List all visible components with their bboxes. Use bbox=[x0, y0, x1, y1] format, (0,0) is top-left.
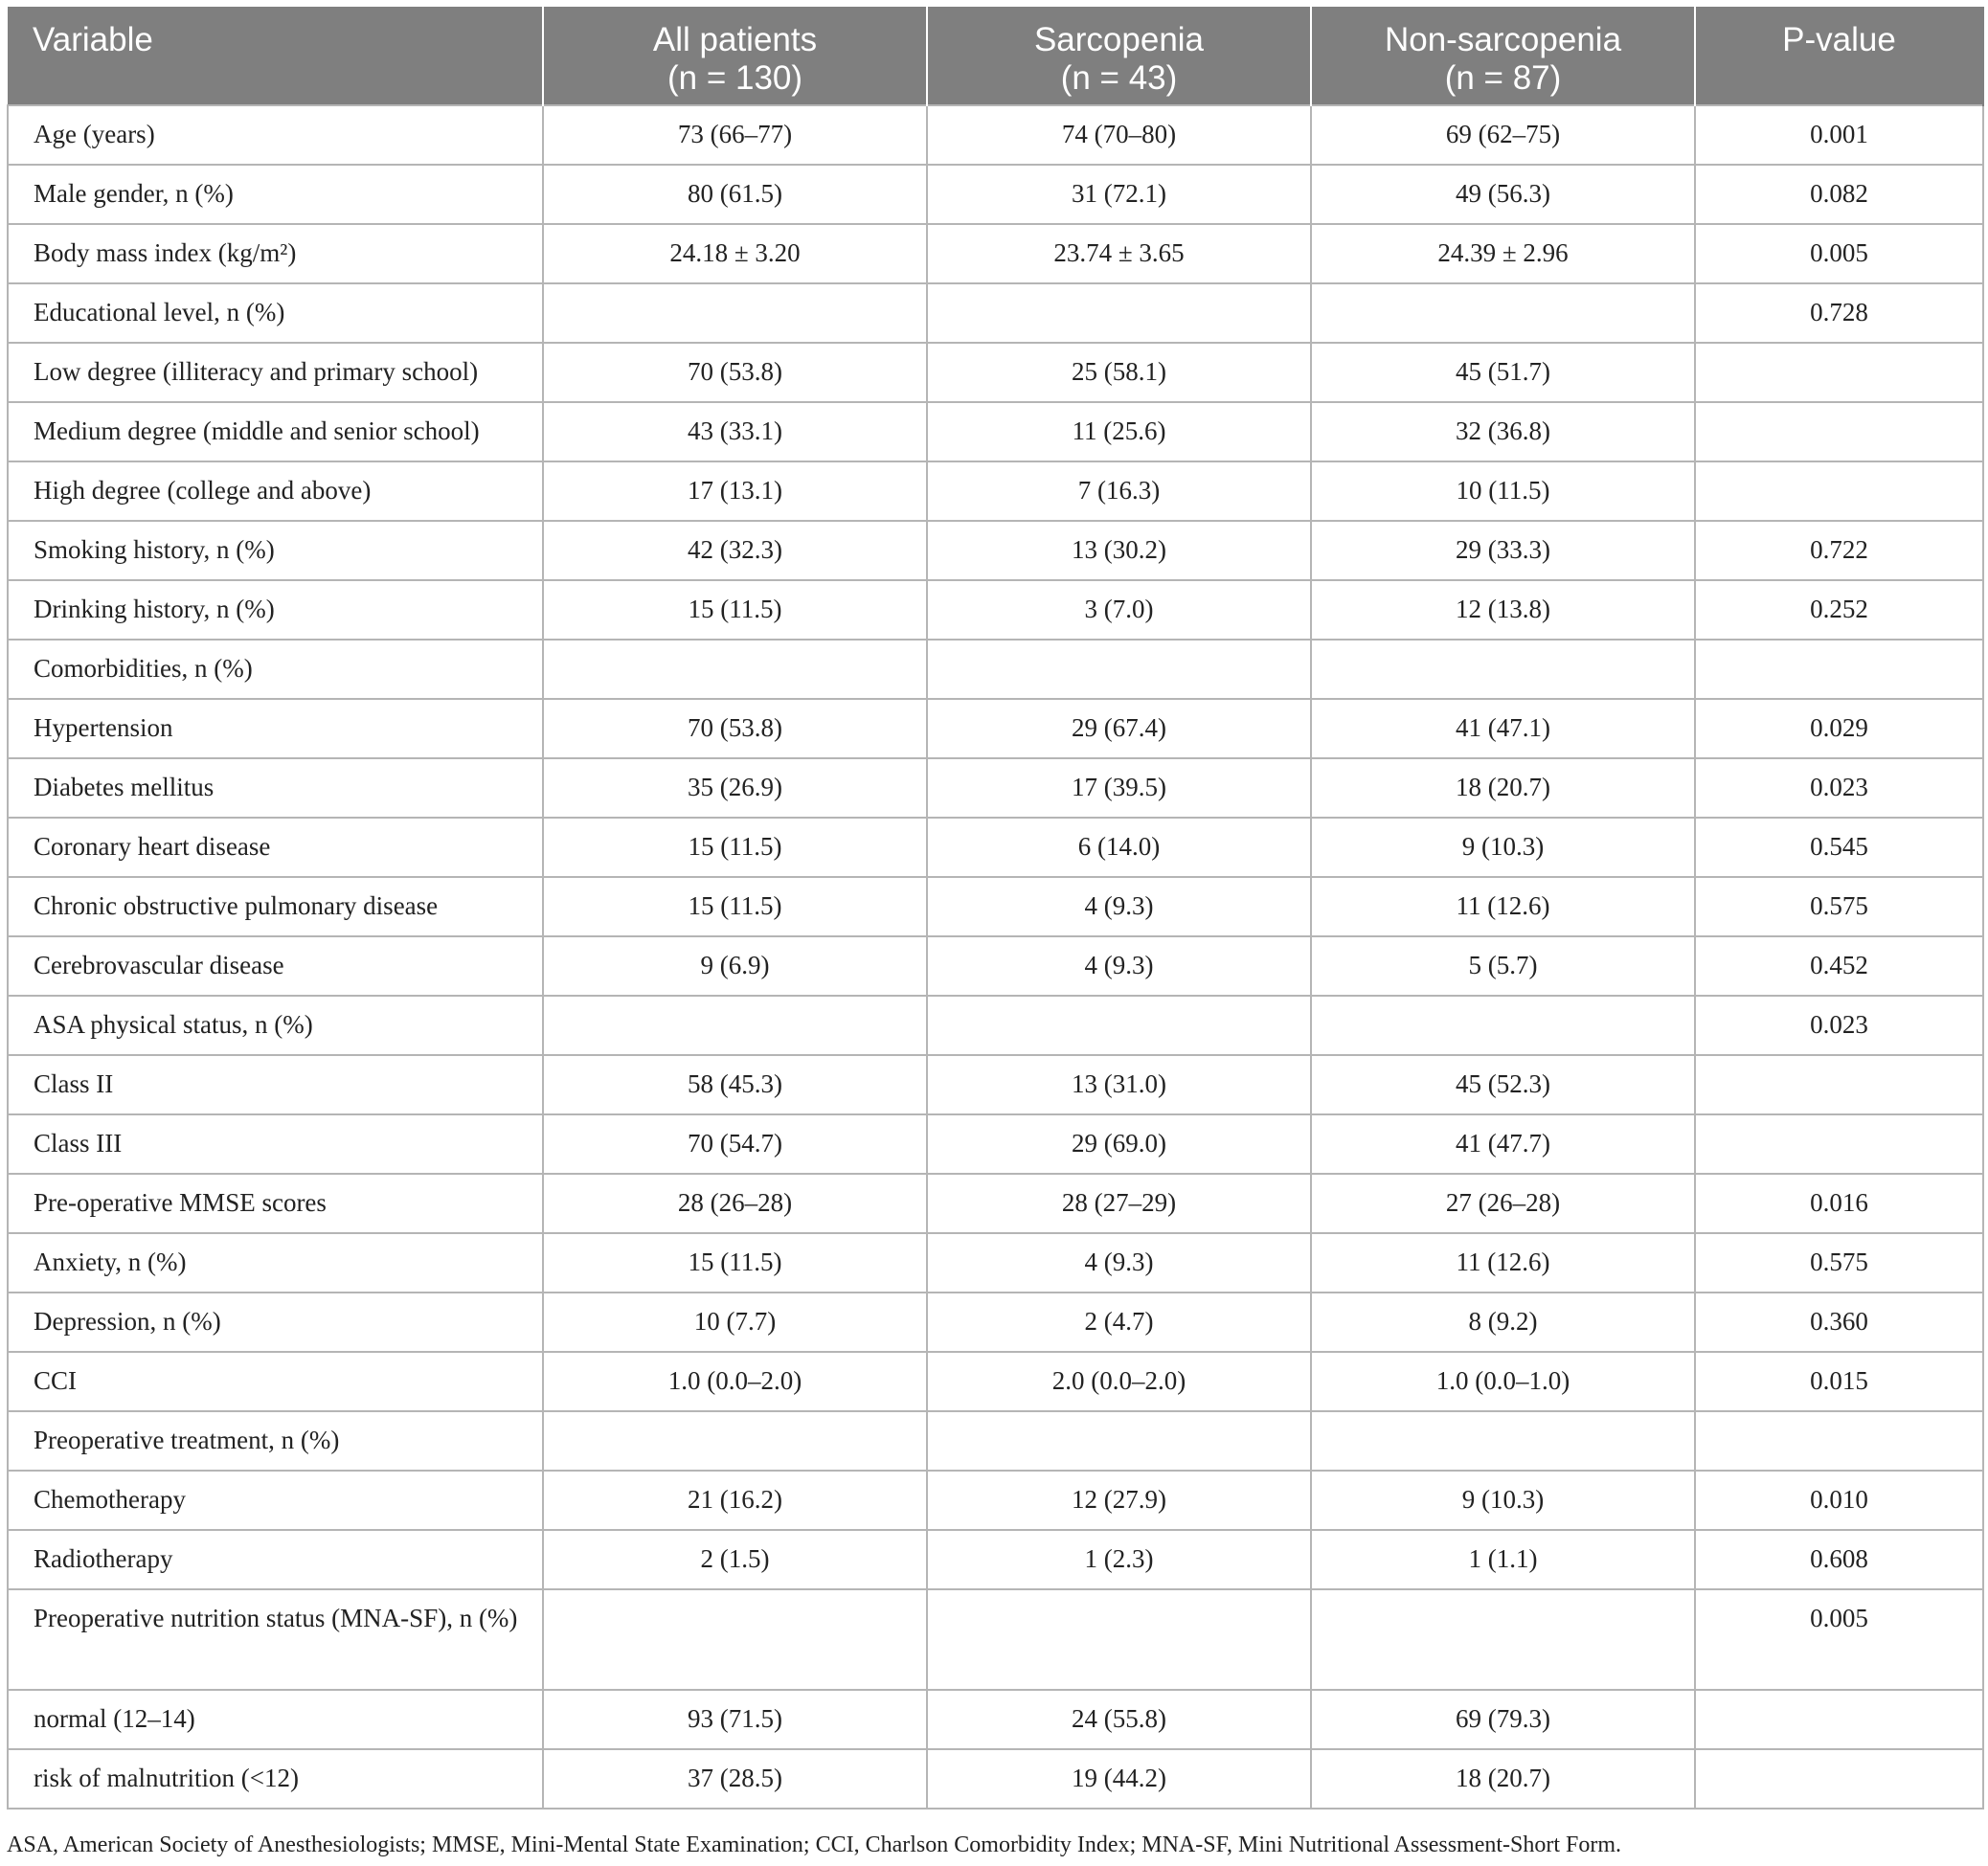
header-all-patients-line2: (n = 130) bbox=[666, 59, 803, 97]
cell-variable: normal (12–14) bbox=[8, 1690, 543, 1749]
cell-sarcopenia: 25 (58.1) bbox=[927, 343, 1311, 402]
cell-non-sarcopenia: 69 (62–75) bbox=[1311, 105, 1695, 165]
cell-p-value bbox=[1695, 1690, 1983, 1749]
cell-all-patients: 15 (11.5) bbox=[543, 1233, 927, 1293]
cell-sarcopenia: 23.74 ± 3.65 bbox=[927, 224, 1311, 283]
cell-p-value bbox=[1695, 1114, 1983, 1174]
cell-sarcopenia: 7 (16.3) bbox=[927, 461, 1311, 521]
cell-p-value: 0.728 bbox=[1695, 283, 1983, 343]
cell-variable: risk of malnutrition (<12) bbox=[8, 1749, 543, 1809]
cell-sarcopenia bbox=[927, 996, 1311, 1055]
table-row bbox=[8, 1411, 1983, 1471]
cell-all-patients: 21 (16.2) bbox=[543, 1471, 927, 1530]
table-row bbox=[8, 936, 1983, 996]
cell-p-value: 0.575 bbox=[1695, 1233, 1983, 1293]
cell-p-value bbox=[1695, 1055, 1983, 1114]
cell-non-sarcopenia: 49 (56.3) bbox=[1311, 165, 1695, 224]
cell-sarcopenia: 2.0 (0.0–2.0) bbox=[927, 1352, 1311, 1411]
cell-p-value bbox=[1695, 402, 1983, 461]
cell-sarcopenia: 19 (44.2) bbox=[927, 1749, 1311, 1809]
table-row bbox=[8, 1589, 1983, 1690]
cell-p-value: 0.722 bbox=[1695, 521, 1983, 580]
cell-all-patients: 37 (28.5) bbox=[543, 1749, 927, 1809]
cell-sarcopenia: 74 (70–80) bbox=[927, 105, 1311, 165]
cell-variable: Male gender, n (%) bbox=[8, 165, 543, 224]
cell-all-patients bbox=[543, 640, 927, 699]
cell-variable: Smoking history, n (%) bbox=[8, 521, 543, 580]
cell-variable: Anxiety, n (%) bbox=[8, 1233, 543, 1293]
cell-variable: Radiotherapy bbox=[8, 1530, 543, 1589]
table-row bbox=[8, 224, 1983, 283]
cell-all-patients: 58 (45.3) bbox=[543, 1055, 927, 1114]
cell-p-value: 0.029 bbox=[1695, 699, 1983, 758]
cell-sarcopenia: 13 (31.0) bbox=[927, 1055, 1311, 1114]
cell-variable: Depression, n (%) bbox=[8, 1293, 543, 1352]
table-row bbox=[8, 758, 1983, 818]
cell-all-patients: 2 (1.5) bbox=[543, 1530, 927, 1589]
table-row bbox=[8, 1471, 1983, 1530]
cell-sarcopenia bbox=[927, 1411, 1311, 1471]
cell-variable: Class II bbox=[8, 1055, 543, 1114]
header-sarcopenia bbox=[927, 8, 1311, 105]
cell-p-value: 0.016 bbox=[1695, 1174, 1983, 1233]
cell-sarcopenia: 4 (9.3) bbox=[927, 936, 1311, 996]
table-container bbox=[7, 7, 1982, 1810]
table-row bbox=[8, 877, 1983, 936]
cell-p-value bbox=[1695, 1749, 1983, 1809]
cell-all-patients: 43 (33.1) bbox=[543, 402, 927, 461]
cell-non-sarcopenia: 5 (5.7) bbox=[1311, 936, 1695, 996]
cell-all-patients: 9 (6.9) bbox=[543, 936, 927, 996]
table-footnote: ASA, American Society of Anesthesiologists; MMSE, Mini-Mental State Examination; CCI, Charlson Comorbidity Index; MNA-SF, Mini Nutritional Assessment-Short Form. bbox=[7, 1832, 1622, 1857]
cell-p-value: 0.545 bbox=[1695, 818, 1983, 877]
cell-sarcopenia: 2 (4.7) bbox=[927, 1293, 1311, 1352]
header-p-value bbox=[1695, 8, 1983, 105]
header-p-value-line1: P-value bbox=[1782, 21, 1896, 58]
cell-non-sarcopenia: 27 (26–28) bbox=[1311, 1174, 1695, 1233]
table-row bbox=[8, 996, 1983, 1055]
cell-variable: Hypertension bbox=[8, 699, 543, 758]
cell-sarcopenia bbox=[927, 640, 1311, 699]
table-row bbox=[8, 1749, 1983, 1809]
cell-variable: Diabetes mellitus bbox=[8, 758, 543, 818]
cell-variable: Chronic obstructive pulmonary disease bbox=[8, 877, 543, 936]
cell-p-value: 0.608 bbox=[1695, 1530, 1983, 1589]
cell-non-sarcopenia: 18 (20.7) bbox=[1311, 758, 1695, 818]
cell-all-patients: 15 (11.5) bbox=[543, 580, 927, 640]
cell-variable: Drinking history, n (%) bbox=[8, 580, 543, 640]
cell-sarcopenia: 11 (25.6) bbox=[927, 402, 1311, 461]
table-row bbox=[8, 1352, 1983, 1411]
header-sarcopenia-line2: (n = 43) bbox=[1060, 59, 1178, 97]
cell-non-sarcopenia: 41 (47.7) bbox=[1311, 1114, 1695, 1174]
cell-p-value bbox=[1695, 1411, 1983, 1471]
cell-all-patients bbox=[543, 283, 927, 343]
cell-non-sarcopenia: 45 (51.7) bbox=[1311, 343, 1695, 402]
cell-sarcopenia: 3 (7.0) bbox=[927, 580, 1311, 640]
table-row bbox=[8, 1055, 1983, 1114]
table-row bbox=[8, 165, 1983, 224]
table-row bbox=[8, 1690, 1983, 1749]
cell-all-patients: 28 (26–28) bbox=[543, 1174, 927, 1233]
cell-all-patients: 80 (61.5) bbox=[543, 165, 927, 224]
cell-sarcopenia: 24 (55.8) bbox=[927, 1690, 1311, 1749]
cell-non-sarcopenia bbox=[1311, 996, 1695, 1055]
cell-variable: Cerebrovascular disease bbox=[8, 936, 543, 996]
cell-variable: Age (years) bbox=[8, 105, 543, 165]
table-row bbox=[8, 818, 1983, 877]
cell-non-sarcopenia: 10 (11.5) bbox=[1311, 461, 1695, 521]
cell-variable: High degree (college and above) bbox=[8, 461, 543, 521]
baseline-characteristics-table bbox=[7, 7, 1984, 1810]
cell-sarcopenia: 12 (27.9) bbox=[927, 1471, 1311, 1530]
cell-p-value: 0.005 bbox=[1695, 224, 1983, 283]
header-non-sarcopenia-line1: Non-sarcopenia bbox=[1384, 21, 1622, 58]
table-row bbox=[8, 1530, 1983, 1589]
cell-variable: Chemotherapy bbox=[8, 1471, 543, 1530]
cell-non-sarcopenia: 41 (47.1) bbox=[1311, 699, 1695, 758]
cell-sarcopenia: 1 (2.3) bbox=[927, 1530, 1311, 1589]
cell-sarcopenia: 31 (72.1) bbox=[927, 165, 1311, 224]
table-row bbox=[8, 402, 1983, 461]
cell-p-value bbox=[1695, 461, 1983, 521]
cell-variable: Preoperative treatment, n (%) bbox=[8, 1411, 543, 1471]
cell-p-value: 0.360 bbox=[1695, 1293, 1983, 1352]
cell-p-value: 0.005 bbox=[1695, 1589, 1983, 1690]
cell-all-patients: 35 (26.9) bbox=[543, 758, 927, 818]
table-header bbox=[8, 8, 1983, 105]
cell-sarcopenia: 4 (9.3) bbox=[927, 877, 1311, 936]
cell-variable: Pre-operative MMSE scores bbox=[8, 1174, 543, 1233]
table-row bbox=[8, 1233, 1983, 1293]
cell-all-patients bbox=[543, 1411, 927, 1471]
header-all-patients-line1: All patients bbox=[652, 21, 818, 58]
cell-all-patients: 17 (13.1) bbox=[543, 461, 927, 521]
cell-sarcopenia: 29 (67.4) bbox=[927, 699, 1311, 758]
table-row bbox=[8, 580, 1983, 640]
cell-non-sarcopenia: 1 (1.1) bbox=[1311, 1530, 1695, 1589]
cell-p-value: 0.452 bbox=[1695, 936, 1983, 996]
cell-p-value: 0.023 bbox=[1695, 758, 1983, 818]
cell-non-sarcopenia: 11 (12.6) bbox=[1311, 1233, 1695, 1293]
cell-variable: Educational level, n (%) bbox=[8, 283, 543, 343]
cell-p-value: 0.015 bbox=[1695, 1352, 1983, 1411]
cell-p-value bbox=[1695, 640, 1983, 699]
cell-all-patients bbox=[543, 996, 927, 1055]
header-variable bbox=[8, 8, 543, 105]
cell-all-patients: 10 (7.7) bbox=[543, 1293, 927, 1352]
cell-variable: Coronary heart disease bbox=[8, 818, 543, 877]
cell-sarcopenia: 28 (27–29) bbox=[927, 1174, 1311, 1233]
table-row bbox=[8, 343, 1983, 402]
table-row bbox=[8, 105, 1983, 165]
table-row bbox=[8, 461, 1983, 521]
cell-variable: Comorbidities, n (%) bbox=[8, 640, 543, 699]
cell-non-sarcopenia: 12 (13.8) bbox=[1311, 580, 1695, 640]
cell-p-value: 0.252 bbox=[1695, 580, 1983, 640]
header-row bbox=[8, 8, 1983, 105]
cell-all-patients: 42 (32.3) bbox=[543, 521, 927, 580]
cell-non-sarcopenia: 11 (12.6) bbox=[1311, 877, 1695, 936]
cell-variable: ASA physical status, n (%) bbox=[8, 996, 543, 1055]
cell-non-sarcopenia bbox=[1311, 1411, 1695, 1471]
cell-all-patients: 70 (53.8) bbox=[543, 699, 927, 758]
table-row bbox=[8, 283, 1983, 343]
cell-p-value: 0.082 bbox=[1695, 165, 1983, 224]
cell-non-sarcopenia bbox=[1311, 1589, 1695, 1690]
cell-non-sarcopenia: 9 (10.3) bbox=[1311, 818, 1695, 877]
header-non-sarcopenia bbox=[1311, 8, 1695, 105]
cell-all-patients: 70 (53.8) bbox=[543, 343, 927, 402]
cell-variable: Preoperative nutrition status (MNA-SF), n (%) bbox=[8, 1589, 543, 1690]
cell-sarcopenia: 4 (9.3) bbox=[927, 1233, 1311, 1293]
cell-variable: Medium degree (middle and senior school) bbox=[8, 402, 543, 461]
header-sarcopenia-line1: Sarcopenia bbox=[1033, 21, 1205, 58]
cell-p-value: 0.010 bbox=[1695, 1471, 1983, 1530]
header-non-sarcopenia-line2: (n = 87) bbox=[1444, 59, 1562, 97]
cell-all-patients: 93 (71.5) bbox=[543, 1690, 927, 1749]
table-row bbox=[8, 1174, 1983, 1233]
cell-sarcopenia: 29 (69.0) bbox=[927, 1114, 1311, 1174]
cell-non-sarcopenia: 18 (20.7) bbox=[1311, 1749, 1695, 1809]
cell-non-sarcopenia: 1.0 (0.0–1.0) bbox=[1311, 1352, 1695, 1411]
cell-all-patients: 70 (54.7) bbox=[543, 1114, 927, 1174]
cell-non-sarcopenia: 29 (33.3) bbox=[1311, 521, 1695, 580]
cell-all-patients bbox=[543, 1589, 927, 1690]
cell-all-patients: 15 (11.5) bbox=[543, 818, 927, 877]
header-all-patients bbox=[543, 8, 927, 105]
cell-all-patients: 15 (11.5) bbox=[543, 877, 927, 936]
cell-non-sarcopenia: 8 (9.2) bbox=[1311, 1293, 1695, 1352]
header-variable-line1: Variable bbox=[33, 21, 153, 58]
cell-sarcopenia bbox=[927, 1589, 1311, 1690]
cell-non-sarcopenia: 45 (52.3) bbox=[1311, 1055, 1695, 1114]
cell-variable: Low degree (illiteracy and primary school) bbox=[8, 343, 543, 402]
cell-non-sarcopenia: 69 (79.3) bbox=[1311, 1690, 1695, 1749]
cell-p-value: 0.023 bbox=[1695, 996, 1983, 1055]
cell-sarcopenia: 6 (14.0) bbox=[927, 818, 1311, 877]
cell-non-sarcopenia: 9 (10.3) bbox=[1311, 1471, 1695, 1530]
cell-non-sarcopenia bbox=[1311, 640, 1695, 699]
cell-all-patients: 1.0 (0.0–2.0) bbox=[543, 1352, 927, 1411]
table-row bbox=[8, 1114, 1983, 1174]
cell-non-sarcopenia: 24.39 ± 2.96 bbox=[1311, 224, 1695, 283]
cell-p-value: 0.575 bbox=[1695, 877, 1983, 936]
table-row bbox=[8, 1293, 1983, 1352]
cell-variable: CCI bbox=[8, 1352, 543, 1411]
table-row bbox=[8, 640, 1983, 699]
cell-variable: Body mass index (kg/m²) bbox=[8, 224, 543, 283]
cell-all-patients: 24.18 ± 3.20 bbox=[543, 224, 927, 283]
cell-variable: Class III bbox=[8, 1114, 543, 1174]
table-body bbox=[8, 105, 1983, 1809]
cell-sarcopenia: 13 (30.2) bbox=[927, 521, 1311, 580]
cell-sarcopenia: 17 (39.5) bbox=[927, 758, 1311, 818]
cell-non-sarcopenia: 32 (36.8) bbox=[1311, 402, 1695, 461]
cell-all-patients: 73 (66–77) bbox=[543, 105, 927, 165]
cell-p-value bbox=[1695, 343, 1983, 402]
table-row bbox=[8, 699, 1983, 758]
cell-p-value: 0.001 bbox=[1695, 105, 1983, 165]
table-row bbox=[8, 521, 1983, 580]
cell-non-sarcopenia bbox=[1311, 283, 1695, 343]
cell-sarcopenia bbox=[927, 283, 1311, 343]
